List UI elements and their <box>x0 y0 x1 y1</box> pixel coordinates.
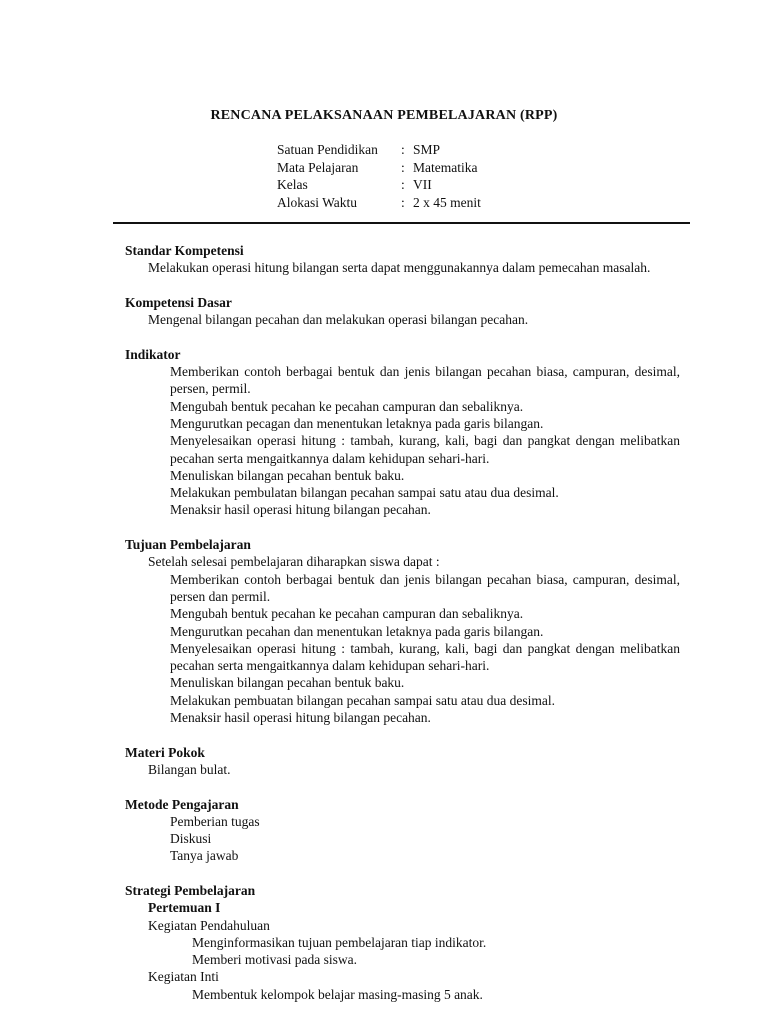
section-tujuan-pembelajaran <box>125 536 680 726</box>
list-item: Tanya jawab <box>170 848 239 864</box>
section-heading: Materi Pokok <box>125 744 205 760</box>
list-item: Menaksir hasil operasi hitung bilangan pecahan. <box>170 710 431 726</box>
info-row <box>277 176 481 194</box>
section-kompetensi-dasar <box>125 294 680 329</box>
info-colon: : <box>401 177 405 192</box>
list-item: Mengurutkan pecagan dan menentukan letaknya pada garis bilangan. <box>170 415 544 431</box>
info-row <box>277 159 481 177</box>
list-item: Melakukan pembulatan bilangan pecahan sampai satu atau dua desimal. <box>170 485 559 501</box>
list-item: Menyelesaikan operasi hitung : tambah, kurang, kali, bagi dan pangkat dengan melibatkan pecahan serta mengaitkannya dalam kehidupan sehari-hari. <box>170 640 680 674</box>
list-item: Menyelesaikan operasi hitung : tambah, kurang, kali, bagi dan pangkat dengan melibatkan pecahan serta mengaitkannya dalam kehidupan sehari-hari. <box>170 433 680 466</box>
list-item: Memberikan contoh berbagai bentuk dan jenis bilangan pecahan biasa, campuran, desimal, persen, permil. <box>170 364 680 397</box>
section-heading: Indikator <box>125 346 181 362</box>
section-standar-kompetensi <box>125 242 680 277</box>
info-value: VII <box>413 177 432 192</box>
info-colon: : <box>401 142 405 157</box>
info-colon: : <box>401 159 405 175</box>
header-info-table <box>277 141 481 211</box>
section-heading: Strategi Pembelajaran <box>125 882 256 898</box>
section-heading: Metode Pengajaran <box>125 796 239 812</box>
section-text: Bilangan bulat. <box>148 761 231 777</box>
section-heading: Standar Kompetensi <box>125 243 244 258</box>
list-item: Mengurutkan pecahan dan menentukan letaknya pada garis bilangan. <box>170 623 544 639</box>
info-row <box>277 194 481 212</box>
list-item: Memberi motivasi pada siswa. <box>192 952 357 968</box>
list-item: Menginformasikan tujuan pembelajaran tiap indikator. <box>192 934 487 950</box>
info-label: Mata Pelajaran <box>277 159 359 175</box>
list-item: Menaksir hasil operasi hitung bilangan pecahan. <box>170 502 431 518</box>
info-label: Alokasi Waktu <box>277 194 358 210</box>
list-item: Pemberian tugas <box>170 813 260 829</box>
list-item: Mengubah bentuk pecahan ke pecahan campuran dan sebaliknya. <box>170 606 524 622</box>
document-title: RENCANA PELAKSANAAN PEMBELAJARAN (RPP) <box>210 108 558 123</box>
info-value: 2 x 45 menit <box>413 194 481 210</box>
section-strategi-pembelajaran <box>125 882 680 1003</box>
activity-label: Kegiatan Inti <box>148 969 219 985</box>
info-label: Kelas <box>277 177 308 192</box>
info-value: SMP <box>413 142 441 157</box>
info-colon: : <box>401 194 405 210</box>
subsection-heading: Pertemuan I <box>148 900 221 916</box>
list-item: Menuliskan bilangan pecahan bentuk baku. <box>170 675 405 691</box>
section-heading: Kompetensi Dasar <box>125 294 232 310</box>
activity-label: Kegiatan Pendahuluan <box>148 917 270 933</box>
list-item: Diskusi <box>170 831 212 847</box>
info-label: Satuan Pendidikan <box>277 142 378 157</box>
list-item: Mengubah bentuk pecahan ke pecahan campuran dan sebaliknya. <box>170 398 524 414</box>
list-item: Melakukan pembuatan bilangan pecahan sampai satu atau dua desimal. <box>170 692 555 708</box>
list-item: Membentuk kelompok belajar masing-masing 5 anak. <box>192 986 483 1002</box>
section-metode-pengajaran <box>125 796 680 865</box>
list-item: Menuliskan bilangan pecahan bentuk baku. <box>170 467 405 483</box>
section-heading: Tujuan Pembelajaran <box>125 537 251 553</box>
section-text: Mengenal bilangan pecahan dan melakukan operasi bilangan pecahan. <box>148 312 529 328</box>
document-body <box>125 242 680 1020</box>
section-text: Melakukan operasi hitung bilangan serta dapat menggunakannya dalam pemecahan masalah. <box>148 260 651 276</box>
section-indikator <box>125 346 680 519</box>
list-item: Memberikan contoh berbagai bentuk dan jenis bilangan pecahan biasa, campuran, desimal, persen dan permil. <box>170 571 680 604</box>
info-value: Matematika <box>413 159 478 175</box>
info-row <box>277 141 481 159</box>
section-intro: Setelah selesai pembelajaran diharapkan siswa dapat : <box>148 554 440 570</box>
section-materi-pokok <box>125 744 680 779</box>
header-divider <box>113 222 690 224</box>
